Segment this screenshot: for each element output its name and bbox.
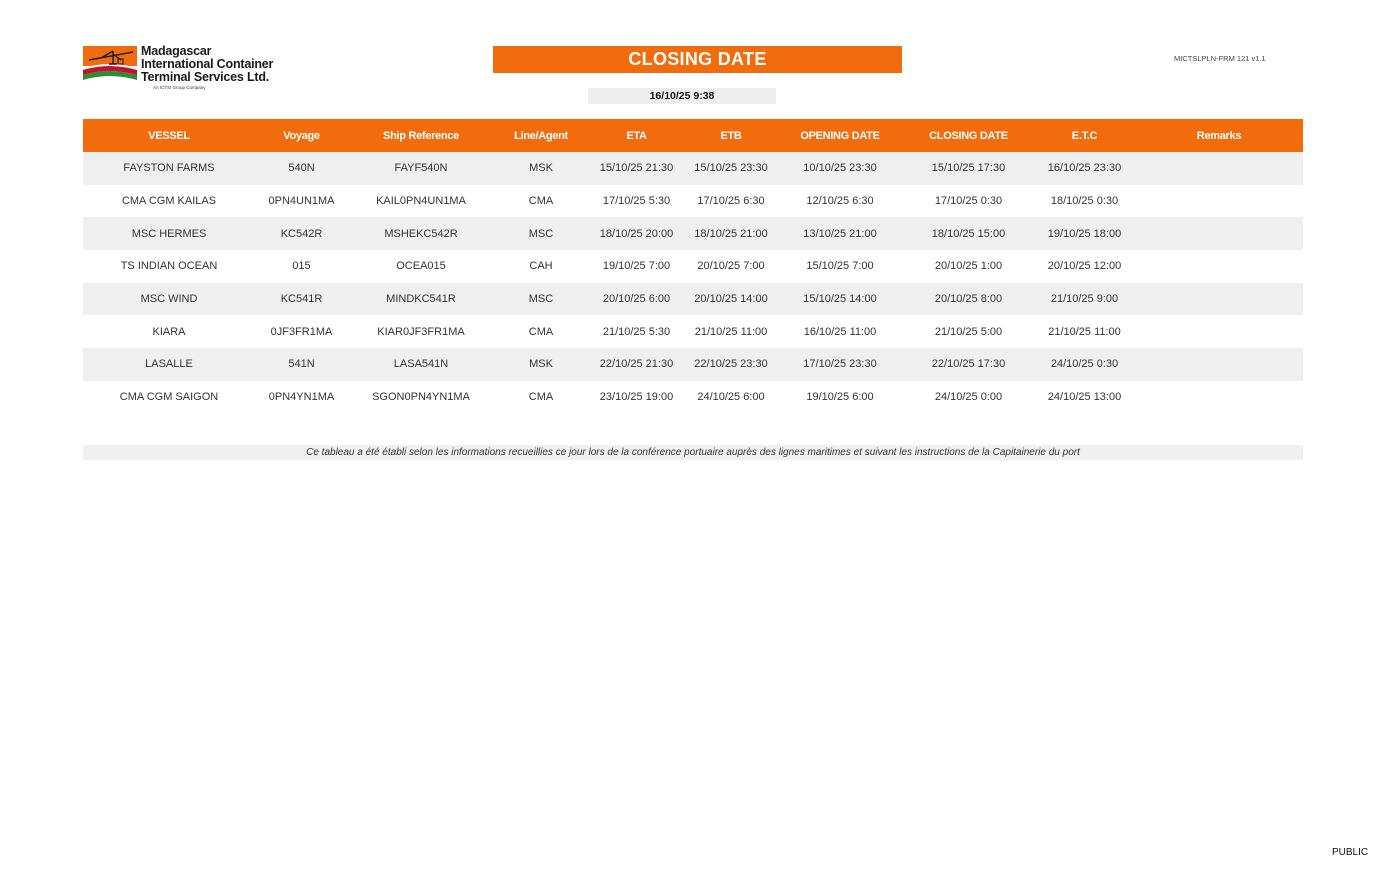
col-header-line-agent: Line/Agent	[494, 119, 588, 152]
table-row	[83, 381, 1303, 414]
cell-vessel: CMA CGM KAILAS	[83, 185, 255, 218]
cell-opening-date: 16/10/25 11:00	[777, 315, 903, 348]
cell-line-agent: CMA	[494, 315, 588, 348]
cell-remarks	[1135, 348, 1303, 381]
cell-line-agent: CAH	[494, 250, 588, 283]
cell-vessel: MSC WIND	[83, 283, 255, 316]
classification-label: PUBLIC	[1332, 847, 1369, 858]
cell-vessel: KIARA	[83, 315, 255, 348]
company-tagline: An ICTSI Group Company	[153, 85, 206, 90]
cell-line-agent: CMA	[494, 185, 588, 218]
generated-timestamp: 16/10/25 9:38	[588, 88, 776, 104]
cell-opening-date: 12/10/25 6:30	[777, 185, 903, 218]
cell-line-agent: MSC	[494, 283, 588, 316]
cell-ship-reference: FAYF540N	[348, 152, 494, 185]
company-name-line2: International Container	[141, 57, 274, 71]
cell-vessel: MSC HERMES	[83, 217, 255, 250]
company-logo	[83, 44, 293, 94]
cell-remarks	[1135, 217, 1303, 250]
cell-ship-reference: LASA541N	[348, 348, 494, 381]
cell-vessel: FAYSTON FARMS	[83, 152, 255, 185]
col-header-opening-date: OPENING DATE	[777, 119, 903, 152]
cell-opening-date: 17/10/25 23:30	[777, 348, 903, 381]
company-name-line1: Madagascar	[141, 44, 212, 58]
cell-closing-date: 21/10/25 5:00	[903, 315, 1034, 348]
cell-ship-reference: KIAR0JF3FR1MA	[348, 315, 494, 348]
closing-date-table	[83, 119, 1303, 414]
cell-vessel: LASALLE	[83, 348, 255, 381]
form-code: MICTSLPLN-FRM 121 v1.1	[1174, 54, 1266, 63]
cell-etb: 20/10/25 14:00	[685, 283, 777, 316]
col-header-etc: E.T.C	[1034, 119, 1135, 152]
cell-closing-date: 17/10/25 0:30	[903, 185, 1034, 218]
cell-closing-date: 15/10/25 17:30	[903, 152, 1034, 185]
cell-eta: 18/10/25 20:00	[588, 217, 685, 250]
cell-etc: 24/10/25 0:30	[1034, 348, 1135, 381]
cell-etb: 21/10/25 11:00	[685, 315, 777, 348]
cell-closing-date: 24/10/25 0:00	[903, 381, 1034, 414]
cell-closing-date: 20/10/25 1:00	[903, 250, 1034, 283]
table-header-row	[83, 119, 1303, 152]
col-header-eta: ETA	[588, 119, 685, 152]
table-row	[83, 185, 1303, 218]
cell-voyage: 0PN4UN1MA	[255, 185, 348, 218]
cell-eta: 21/10/25 5:30	[588, 315, 685, 348]
company-name	[141, 45, 273, 84]
col-header-remarks: Remarks	[1135, 119, 1303, 152]
col-header-etb: ETB	[685, 119, 777, 152]
table-row	[83, 315, 1303, 348]
cell-etc: 24/10/25 13:00	[1034, 381, 1135, 414]
cell-ship-reference: KAIL0PN4UN1MA	[348, 185, 494, 218]
cell-etb: 18/10/25 21:00	[685, 217, 777, 250]
table-row	[83, 283, 1303, 316]
cell-voyage: 0PN4YN1MA	[255, 381, 348, 414]
cell-opening-date: 19/10/25 6:00	[777, 381, 903, 414]
cell-ship-reference: OCEA015	[348, 250, 494, 283]
cell-ship-reference: MSHEKC542R	[348, 217, 494, 250]
cell-etc: 18/10/25 0:30	[1034, 185, 1135, 218]
table-row	[83, 348, 1303, 381]
cell-etb: 22/10/25 23:30	[685, 348, 777, 381]
footnote: Ce tableau a été établi selon les informations recueillies ce jour lors de la conférence portuaire auprès des lignes maritimes et suivant les instructions de la Capitainerie du port	[83, 445, 1303, 460]
cell-voyage: 015	[255, 250, 348, 283]
cell-etc: 19/10/25 18:00	[1034, 217, 1135, 250]
cell-opening-date: 13/10/25 21:00	[777, 217, 903, 250]
table-row	[83, 217, 1303, 250]
company-name-line3: Terminal Services Ltd.	[141, 70, 270, 84]
cell-eta: 20/10/25 6:00	[588, 283, 685, 316]
cell-vessel: CMA CGM SAIGON	[83, 381, 255, 414]
cell-etc: 20/10/25 12:00	[1034, 250, 1135, 283]
cell-remarks	[1135, 381, 1303, 414]
cell-remarks	[1135, 185, 1303, 218]
cell-eta: 17/10/25 5:30	[588, 185, 685, 218]
cell-line-agent: MSK	[494, 348, 588, 381]
cell-eta: 19/10/25 7:00	[588, 250, 685, 283]
cell-closing-date: 18/10/25 15:00	[903, 217, 1034, 250]
cell-opening-date: 15/10/25 14:00	[777, 283, 903, 316]
cell-etb: 17/10/25 6:30	[685, 185, 777, 218]
cell-remarks	[1135, 152, 1303, 185]
col-header-ship-reference: Ship Reference	[348, 119, 494, 152]
page-title: CLOSING DATE	[493, 46, 902, 73]
cell-voyage: 541N	[255, 348, 348, 381]
cell-voyage: KC542R	[255, 217, 348, 250]
cell-line-agent: CMA	[494, 381, 588, 414]
cell-opening-date: 10/10/25 23:30	[777, 152, 903, 185]
cell-eta: 15/10/25 21:30	[588, 152, 685, 185]
crane-logo-icon	[83, 46, 139, 84]
cell-voyage: KC541R	[255, 283, 348, 316]
cell-vessel: TS INDIAN OCEAN	[83, 250, 255, 283]
col-header-voyage: Voyage	[255, 119, 348, 152]
table-row	[83, 152, 1303, 185]
cell-voyage: 0JF3FR1MA	[255, 315, 348, 348]
cell-etc: 21/10/25 11:00	[1034, 315, 1135, 348]
cell-remarks	[1135, 250, 1303, 283]
cell-line-agent: MSK	[494, 152, 588, 185]
cell-voyage: 540N	[255, 152, 348, 185]
col-header-vessel: VESSEL	[83, 119, 255, 152]
cell-opening-date: 15/10/25 7:00	[777, 250, 903, 283]
cell-closing-date: 22/10/25 17:30	[903, 348, 1034, 381]
cell-closing-date: 20/10/25 8:00	[903, 283, 1034, 316]
table-row	[83, 250, 1303, 283]
cell-eta: 23/10/25 19:00	[588, 381, 685, 414]
cell-remarks	[1135, 283, 1303, 316]
cell-etb: 24/10/25 6:00	[685, 381, 777, 414]
cell-ship-reference: MINDKC541R	[348, 283, 494, 316]
cell-etb: 15/10/25 23:30	[685, 152, 777, 185]
cell-etc: 16/10/25 23:30	[1034, 152, 1135, 185]
cell-line-agent: MSC	[494, 217, 588, 250]
cell-eta: 22/10/25 21:30	[588, 348, 685, 381]
cell-remarks	[1135, 315, 1303, 348]
cell-etc: 21/10/25 9:00	[1034, 283, 1135, 316]
cell-etb: 20/10/25 7:00	[685, 250, 777, 283]
col-header-closing-date: CLOSING DATE	[903, 119, 1034, 152]
cell-ship-reference: SGON0PN4YN1MA	[348, 381, 494, 414]
